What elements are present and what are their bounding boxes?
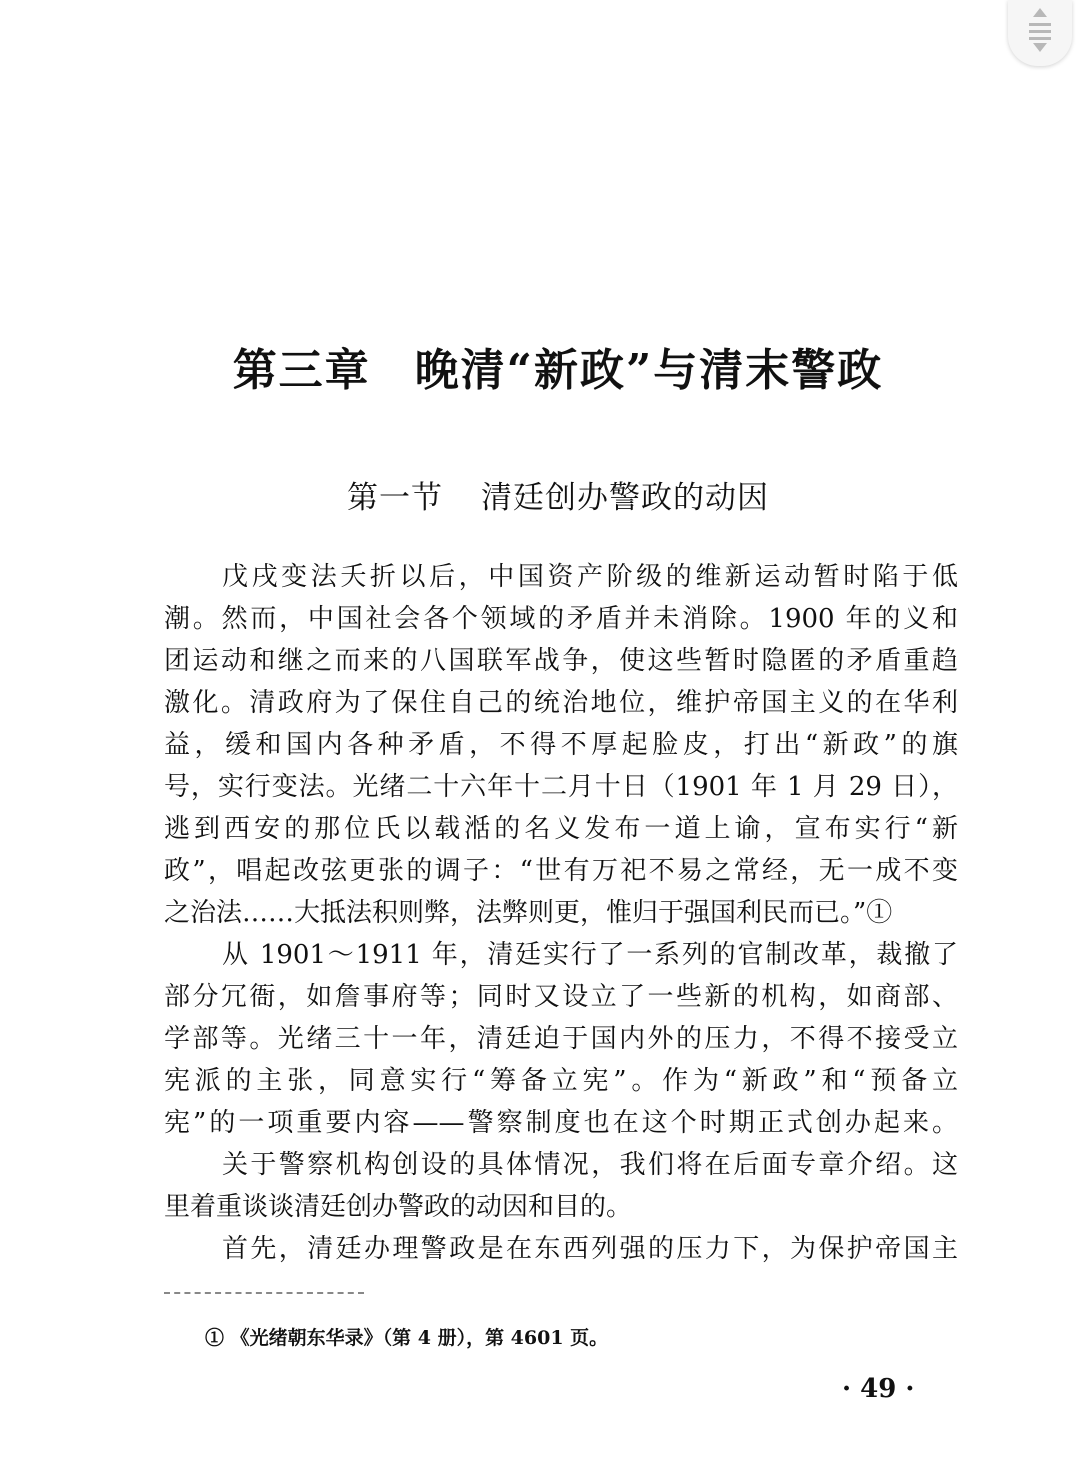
section-title xyxy=(0,472,1080,517)
text-line: 宪”的一项重要内容——警察制度也在这个时期正式创办起来。 xyxy=(164,1108,958,1138)
text-line: 激化。清政府为了保住自己的统治地位，维护帝国主义的在华利 xyxy=(164,688,958,718)
text-line: 从 1901～1911 年，清廷实行了一系列的官制改革，裁撤了 xyxy=(222,940,958,970)
scroll-handle-icon xyxy=(1026,6,1054,54)
text-line: 学部等。光绪三十一年，清廷迫于国内外的压力，不得不接受立 xyxy=(164,1024,958,1054)
scroll-handle[interactable] xyxy=(1008,0,1072,66)
text-line: 逃到西安的那位氏以载湉的名义发布一道上谕，宣布实行“新 xyxy=(164,814,958,844)
body-text xyxy=(164,556,958,1270)
text-line: 首先，清廷办理警政是在东西列强的压力下，为保护帝国主 xyxy=(222,1234,958,1264)
page-number: · 49 · xyxy=(842,1374,915,1404)
text-line: 之治法……大抵法积则弊，法弊则更，惟归于强国利民而已。”① xyxy=(164,898,893,928)
text-line: 戊戌变法夭折以后，中国资产阶级的维新运动暂时陷于低 xyxy=(222,562,958,592)
text-line: 潮。然而，中国社会各个领域的矛盾并未消除。1900 年的义和 xyxy=(164,604,958,634)
section-label: 第一节 xyxy=(347,480,443,516)
text-line: 部分冗衙，如詹事府等；同时又设立了一些新的机构，如商部、 xyxy=(164,982,958,1012)
text-line: 关于警察机构创设的具体情况，我们将在后面专章介绍。这 xyxy=(222,1150,958,1180)
text-line: 益，缓和国内各种矛盾，不得不厚起脸皮，打出“新政”的旗 xyxy=(164,730,958,760)
section-title-text: 清廷创办警政的动因 xyxy=(481,480,769,516)
text-line: 里着重谈谈清廷创办警政的动因和目的。 xyxy=(164,1192,633,1222)
text-line: 团运动和继之而来的八国联军战争，使这些暂时隐匿的矛盾重趋 xyxy=(164,646,958,676)
chapter-label: 第三章 xyxy=(232,345,371,396)
chapter-title-text: 晚清“新政”与清末警政 xyxy=(414,345,884,396)
text-line: 号，实行变法。光绪二十六年十二月十日（1901 年 1 月 29 日）， xyxy=(164,772,958,802)
footnote-divider xyxy=(164,1292,364,1294)
text-line: 政”，唱起改弦更张的调子：“世有万祀不易之常经，无一成不变 xyxy=(164,856,958,886)
footnote: ① 《光绪朝东华录》（第 4 册），第 4601 页。 xyxy=(205,1327,609,1349)
text-line: 宪派的主张，同意实行“筹备立宪”。作为“新政”和“预备立 xyxy=(164,1066,958,1096)
chapter-title xyxy=(0,334,1080,398)
